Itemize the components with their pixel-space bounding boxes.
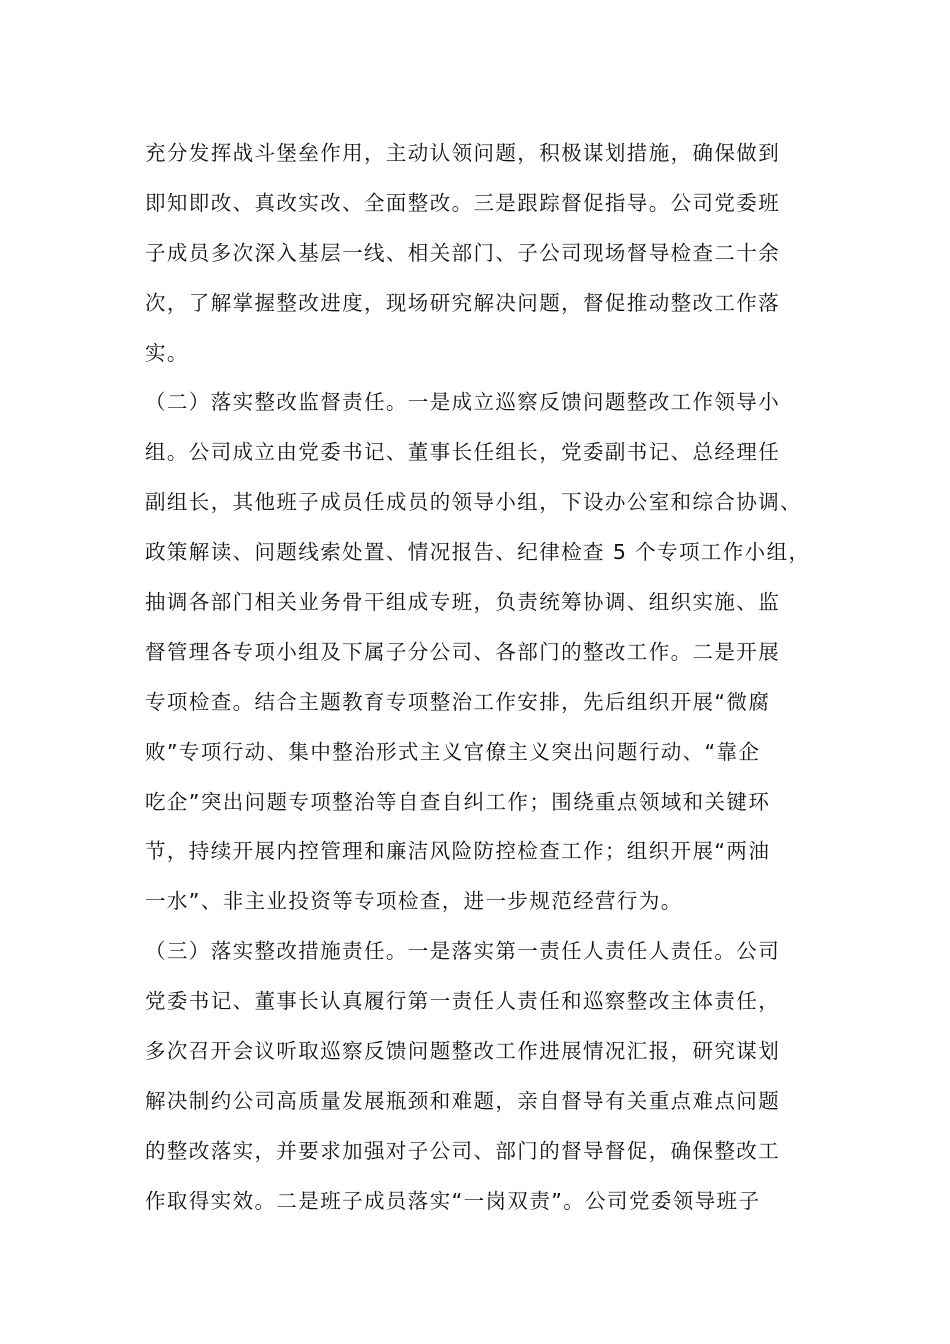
- text-line: 充分发挥战斗堡垒作用，主动认领问题，积极谋划措施，确保做到: [145, 141, 781, 165]
- text-line: 败”专项行动、集中整治形式主义官僚主义突出问题行动、“靠企: [145, 739, 761, 764]
- text-line: 次，了解掌握整改进度，现场研究解决问题，督促推动整改工作落: [145, 290, 781, 315]
- text-line: 吃企”突出问题专项整治等自查自纠工作；围绕重点领域和关键环: [145, 789, 771, 814]
- text-line: 副组长，其他班子成员任成员的领导小组，下设办公室和综合协调、: [145, 490, 802, 515]
- text-line: 党委书记、董事长认真履行第一责任人责任和巡察整改主体责任，: [145, 989, 781, 1014]
- text-line: 督管理各专项小组及下属子分公司、各部门的整改工作。二是开展: [145, 639, 781, 664]
- text-line: 专项检查。结合主题教育专项整治工作安排，先后组织开展“微腐: [145, 689, 771, 714]
- text-line: 实。: [145, 340, 189, 365]
- text-line: （二）落实整改监督责任。一是成立巡察反馈问题整改工作领导小: [145, 390, 781, 415]
- text-line: 即知即改、真改实改、全面整改。三是跟踪督促指导。公司党委班: [145, 190, 781, 215]
- text-line: （三）落实整改措施责任。一是落实第一责任人责任人责任。公司: [145, 939, 781, 964]
- body-text: [145, 133, 825, 1231]
- text-line: 解决制约公司高质量发展瓶颈和难题，亲自督导有关重点难点问题: [145, 1088, 781, 1113]
- text-line: 抽调各部门相关业务骨干组成专班，负责统筹协调、组织实施、监: [145, 590, 781, 615]
- text-line: 多次召开会议听取巡察反馈问题整改工作进展情况汇报，研究谋划: [145, 1039, 781, 1064]
- text-line: 节，持续开展内控管理和廉洁风险防控检查工作；组织开展“两油: [145, 839, 771, 864]
- text-line: 的整改落实，并要求加强对子公司、部门的督导督促，确保整改工: [145, 1138, 781, 1163]
- text-line: 子成员多次深入基层一线、相关部门、子公司现场督导检查二十余: [145, 240, 781, 265]
- text-line: 组。公司成立由党委书记、董事长任组长，党委副书记、总经理任: [145, 440, 781, 465]
- text-line: 一水”、非主业投资等专项检查，进一步规范经营行为。: [145, 889, 683, 914]
- text-line: 政策解读、问题线索处置、情况报告、纪律检查 5 个专项工作小组，: [145, 540, 811, 565]
- text-line: 作取得实效。二是班子成员落实“一岗双责”。公司党委领导班子: [145, 1188, 761, 1213]
